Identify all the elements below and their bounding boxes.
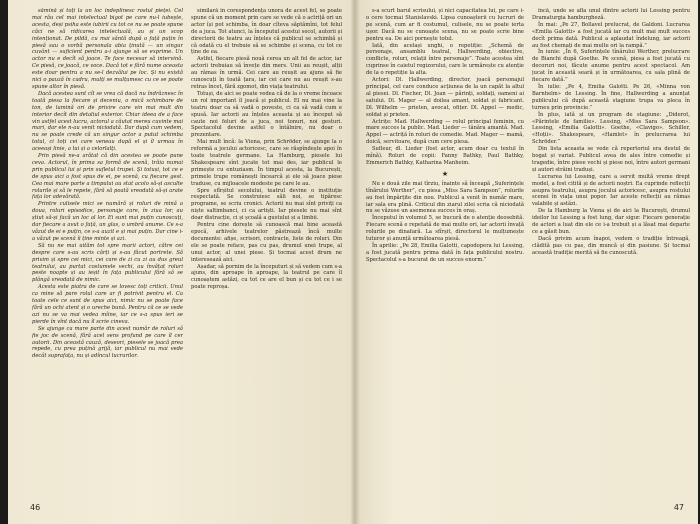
paragraph: Dacă acestea sunt cît se vrea că dacă nu îndrăznesc în toată piesa la fiecare și deceniu, o mică schimbare de ton, de lumină ori de privire care vin mai mult din interior decît din detaliul exterior. Chiar ideea de a face vin astfel acest lucru, actorul a căutat mereu cuvinte mai mari, dar ele n-au venit niciodată. Dar după cum vedem, nu se poate crede că un singur actor a putut schimba totul, ci toți cei care veneau după el și îl urmau în aceeași linie, a lui și a celorlalți.: [32, 90, 183, 153]
book-gutter: [350, 0, 360, 524]
section-separator: ★: [441, 169, 449, 178]
paragraph: s-a scurt barul scrisului, și nici capacitatea lui, pe care i-o cere tocmai Stanislavski. Lipsa cunoașterii cu lucruri de pe scenă, cum ar fi costumul, culisele, nu se poate ierta ușor. Dacă nu se cunoaște scena, nu se poate scrie bine pentru ea. De aici pornește totul.: [366, 8, 524, 42]
paragraph: Să nu ne mai uităm tot spre marii actori, către cei despre care s-au scris cărți și s-au făcut portrete. Să privim și spre cei mici, cei care de zi cu zi au dus greul teatrului, au purtat costumele vechi, au învățat roluri peste noapte și au ieșit în fața publicului fără să se plângă vreodată de nimic.: [32, 242, 183, 284]
paragraph: Nu e două zile mai tîrziu, înainte să înceapă „Suferințele tînărului Werther”, cu piesa „Miss Sara Sampson”, rolurile au fost împărțite din nou. Publicul a venit în număr mare, iar sala era plină. Criticul din ziarul zilei scria că niciodată nu se văzuse un asemenea succes în oraș.: [366, 180, 524, 215]
book-spread: [8, 0, 698, 524]
paragraph: sămînă și toți la un loc îndeplinesc rostul pieței. Cel mai rău cel mai intelectual bigot pe care nu-l iubește, acesta, deși psiha este iubirii cu tot ce nu se poate spune căci ne să ridicarea intelectuală, au și un scop intenționat. De pildă, cu mai săntă după o față puțin în piesă sau o vorbă personala abia ținută — un singur cuvânt — suficient pentru a-i ajunge să se exprime. Un actor nu e decît să joace. Te face necesar să intervină. Ce piesă, ce joacă, ce voce. Dacă tot e fără nume aceasta este doar pentru a nu se-l dezvălui pe loc. Și nu există nici o pauză în cadru, mulți se mulțumesc cu ce se poate spune altor în piesă.: [32, 8, 183, 90]
left-page-column-2: [191, 8, 342, 498]
page-number-left: 46: [30, 503, 41, 512]
left-page-column-1: [32, 8, 183, 498]
paragraph: Prin piesă ne-a arătat că din acestea se poate pune ceva. Actorul, în prima sa formă de scenă, trăia numai prin publicul lui și prin sufletul trupei. Și totuși, tot ce e de spus aici a fost spus de ei, pe scenă, cu fiecare gest. Cea mai mare parte a timpului au stat acolo să-și asculte rolurile și să le repete, fără să poată vreodată să-și arate fața lor adevărată.: [32, 153, 183, 201]
paragraph: similară în corespondența unora de acest fel, se poate spune că un moment prin care se vede că o actriță ori un actor își pot schimba, în doar cîteva săptămîni, tot felul de a juca. Tot atunci, la începutul acestui secol, autorii și directorii de teatru au înțeles că publicul se schimbă și că odată cu el trebuie să se schimbe și scena, cu tot ce ține de ea.: [191, 8, 342, 56]
right-page-column-2: [532, 8, 690, 498]
paragraph: Pentru cine dorește să cunoască mai bine această epocă, arhivele teatrelor păstrează încă multe documente: afișe, scrisori, contracte, liste de roluri. Din ele se poate reface, pas cu pas, drumul unei trupe, al unui actor, al unei piese. Și tocmai acest drum ne interesează aici.: [191, 222, 342, 263]
page-number-right: 47: [673, 503, 684, 512]
paragraph: Astfel, fiecare piesă nouă cerea un alt fel de actor, iar actorii trebuiau să învețe din mers. Unii au reușit, alții au rămas în urmă. Cei care au reușit au ajuns să fie cunoscuți în toată țara, iar cei care nu au reușit s-au retras încet, fără zgomot, din viața teatrului.: [191, 56, 342, 90]
right-page-column-1: [366, 8, 524, 498]
paragraph: Spre sfîrșitul secolului, teatrul devine o instituție respectată. Se construiesc săli noi, se tipăresc programe, se scriu cronici. Actorii nu mai sînt priviți ca niște saltimbanci, ci ca artiști. Iar piesele nu mai sînt doar distracție, ci și școală a gustului și a limbii.: [191, 187, 342, 222]
paragraph: Totuși, de aici se poate vedea că de la o vreme încoace un rol important îl joacă și publicul. El nu mai vine la teatru doar ca să vadă o poveste, ci ca să vadă cum e spusă. Iar actorii au înțeles aceasta și au început să caute noi feluri de a juca, noi tonuri, noi gesturi. Spectacolul devine astfel o întâlnire, nu doar o prezentare.: [191, 90, 342, 139]
paragraph: În mai: „Pe 27, Bollavel prelucrat, de Galdoni. Lucrarea «Emilia Galotti» a fost jucată iar cu mult mai mult succes decît prima dată. Publicul a aplaudat îndelung, iar actorii au fost chemați de mai multe ori la rampă.”: [532, 21, 690, 49]
paragraph: Așadar, să pornim de la începuturi și să vedem cum s-a ajuns, din aproape în aproape, la teatrul pe care îl cunoaștem astăzi, cu tot ce are el bun și cu tot ce i se poate reproșa.: [191, 263, 342, 291]
paragraph: În iunie: „În 6, Suferințele tînărului Werther, prelucrare de Bianchi după Goethe. Pe scenă, piesa a fost jucată cu decoruri noi, făcute anume pentru acest spectacol. Am jucat în această seară și în următoarea, cu sala plină de fiecare dată.”: [532, 49, 690, 84]
paragraph: Mai mult încă: la Viena, prin Schröder, se ajunge la o reformă a jocului actoricesc, care se răspîndește apoi în toate teatrele germane. La Hamburg, piesele lui Shakespeare sînt jucate tot mai des, iar publicul le primește cu entuziasm. În timpul acesta, la București, primele trupe românești încearcă și ele să joace piese traduse, cu mijloacele modeste pe care le au.: [191, 139, 342, 187]
paragraph: În aprilie: „Pe 28, Emilia Galotti, capodopera lui Lessing, a fost jucată pentru prima dată în fața publicului nostru. Spectacolul s-a bucurat de un succes enorm.”: [366, 243, 524, 263]
paragraph: Din lista aceasta se vede că repertoriul era destul de bogat și variat. Publicul avea de ales între comedie și tragedie, între piese vechi și piese noi, între autori germani și autori străini traduși.: [532, 146, 690, 173]
paragraph: Acesta este piatra de care se lovesc toți criticii. Unul ca mine să pare rolul care ar fi potrivit pentru el. Ca toate cele ce sunt de spus aici, nimic nu se poate face fără un ochi atent și o ureche bună. Pentru că ce se vede azi nu se va mai vedea mîine, iar ce s-a spus ieri se pierde în vînt dacă nu îl scrie cineva.: [32, 284, 183, 325]
paragraph: Actori: Dl. Hallwerding, director, joacă personajul principal, cel care conduce acțiunea de la un capăt la altul al piesei. Dl. Fischer, Dl. Joan — părinți, soldați, oameni ai satului. Dl. Mager — al doilea amant, soldat și fabricant. Dl. Wilhelm — prieten, avocat, ofițer. Dl. Appel — medic, soldat și prieten.: [366, 77, 524, 118]
paragraph: încă, unde se afla unul dintre actorii lui Lessing pentru Dramaturgia hamburgheză.: [532, 8, 690, 21]
paragraph: Se ajunge ca mare parte din acest număr de roluri să fie joc de scenă, fără acel sens profund pe care îl cer autorii. Din această cauză, deseori, piesele se joacă prea repede, cu prea puțină grijă, iar publicul nu mai vede decât suprafața, nu și adîncul lucrurilor.: [32, 325, 183, 360]
right-page: [352, 0, 698, 524]
left-page: [8, 0, 352, 524]
paragraph: În iulie: „Pe 4, Emilia Galotti. Pe 26, «Minna von Barnhelm» de Lessing. În fine, Hallwerding a anunțat publicului că după această stagiune trupa va pleca în turneu prin provincie.”: [532, 83, 690, 111]
paragraph: De la Hamburg la Viena și de aici la București, drumul ideilor lui Lessing a fost lung, dar sigur. Fiecare generație de actori a luat din ele ce i-a trebuit și a lăsat mai departe ce a găsit bun.: [532, 208, 690, 235]
paragraph: Dacă privim acum înapoi, vedem o tradiție întreagă, clădită pas cu pas, din muncă și din pasiune. Și tocmai această tradiție merită să fie cunoscută.: [532, 235, 690, 256]
paragraph: Lucrarea lui Lessing, care a servit multă vreme drept model, a fost citită și de actorii noștri. Ea cuprinde reflecții asupra teatrului, asupra jocului actoricesc, asupra rostului scenei în viața unui popor. Iar aceste reflecții au rămas valabile și astăzi.: [532, 173, 690, 208]
paragraph: Începutul în volumul 5, se bucură de o atenție deosebită. Fiecare scenă e repetată de mai multe ori, iar actorii învață rolurile pe dinafară. La sfîrșit, directorul le mulțumește tuturor și anunță următoarea piesă.: [366, 215, 524, 243]
paragraph: În plus, iată și un program de stagiune: „Diderot, «Părintele de familie». Lessing, «Miss Sara Sampson». Lessing, «Emilia Galotti». Goethe, «Clavigo». Schiller, «Hoții». Shakespeare, «Hamlet» în prelucrarea lui Schröder.”: [532, 111, 690, 146]
paragraph: Iată, din același unghi, o repetiție: „Schemă de personaje, ansamblu teatral, Hallwerding, obiective, conflicte, roluri, relații între personaje”. Toate acestea sînt cuprinse în caietul regizorului, care le urmărește cu atenție de la o repetiție la alta.: [366, 42, 524, 77]
paragraph: Actrițe: Mad. Hallwerding — rolul principal feminin, cu mare succes la public. Mad. Lieder — tânăra amantă. Mad. Appel — actriță în roluri de comedie. Mad. Mager — mamă, doică, servitoare, după cum cere piesa.: [366, 118, 524, 146]
paragraph: Sufleur, dl. Lieder (fost actor, acum doar cu textul în mînă). Roluri de copii: Fanny Bathky, Paul Bathky, Emmerich Bathky, Katharina Manheim.: [366, 146, 524, 166]
paragraph: Printre culisele mici se numără și roluri de mină a doua, roluri episodice, personaje care, în ziua lor, au știut să-și facă un loc al lor. Ei sunt mai puțin cunoscuți, dar fiecare a avut o față, un glas, o umbră anume. Ce s-a văzut de ei e puțin, ce s-a auzit e și mai puțin. Dar cine i-a văzut pe scenă îi ține minte și azi.: [32, 201, 183, 242]
